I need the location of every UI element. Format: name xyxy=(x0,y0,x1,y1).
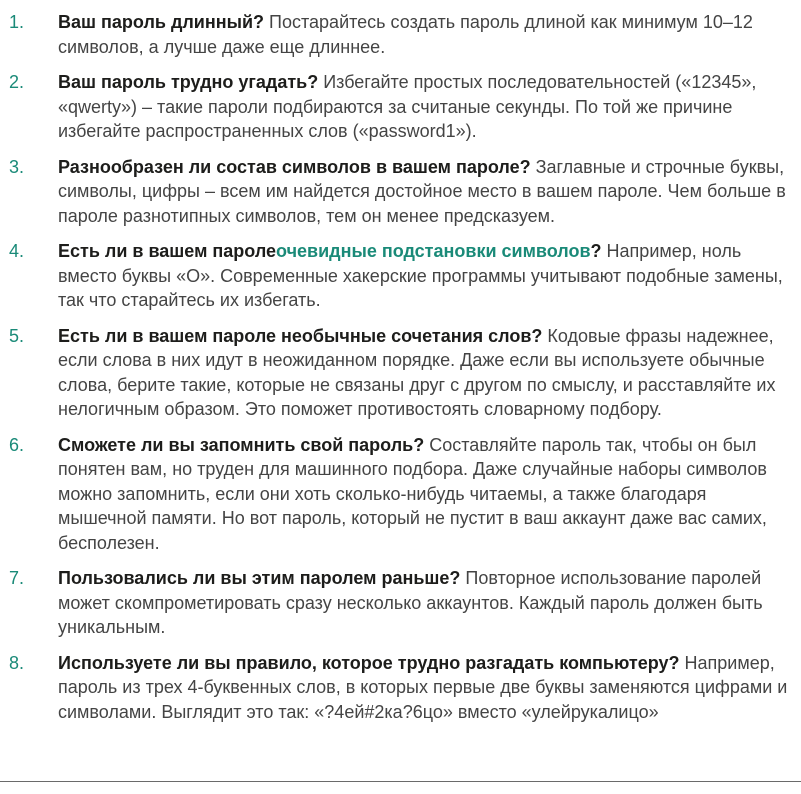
item-question: Пользовались ли вы этим паролем раньше? xyxy=(58,568,461,588)
item-question: Ваш пароль трудно угадать? xyxy=(58,72,319,92)
list-item xyxy=(0,70,801,144)
list-item xyxy=(0,324,801,422)
list-item xyxy=(0,566,801,640)
item-question: Сможете ли вы запомнить свой пароль? xyxy=(58,434,425,455)
item-number: 8. xyxy=(9,652,25,673)
item-text xyxy=(58,324,788,422)
item-number: 6. xyxy=(9,434,25,455)
symbol-substitution-link[interactable]: очевидные подстановки символов xyxy=(276,241,591,261)
item-text xyxy=(58,155,788,229)
item-question: Ваш пароль длинный? xyxy=(58,12,265,32)
item-question-mark: ? xyxy=(590,241,602,261)
item-text xyxy=(58,651,788,725)
item-question: Разнообразен ли состав символов в вашем пароле? xyxy=(58,156,531,177)
item-text xyxy=(58,566,788,640)
list-item xyxy=(0,239,801,313)
list-item xyxy=(0,10,801,59)
item-body: Заглавные и строчные буквы, символы, цифры – всем им найдется достойное место в вашем пароле. Чем больше в пароле разнотипных символов, тем он менее предсказуем. xyxy=(58,156,786,226)
item-question: Есть ли в вашем пароле xyxy=(58,241,277,261)
item-body: Повторное использование паролей может скомпрометировать сразу несколько аккаунтов. Каждый пароль должен быть уникальным. xyxy=(58,568,763,637)
item-body: Кодовые фразы надежнее, если слова в них идут в неожиданном порядке. Даже если вы используете обычные слова, берите такие, которые не связаны друг с другом по смыслу, и расставляйте их нелогичным образом. Это поможет противостоять словарному подбору. xyxy=(58,325,776,419)
list-item xyxy=(0,155,801,229)
list-item xyxy=(0,651,801,725)
bottom-divider xyxy=(0,781,801,782)
item-text xyxy=(58,433,788,556)
item-number: 4. xyxy=(9,241,25,261)
item-text xyxy=(58,10,788,59)
item-body: Например, ноль вместо буквы «О». Современные хакерские программы учитывают подобные замены, так что старайтесь их избегать. xyxy=(58,241,783,310)
password-tips-list xyxy=(0,10,801,735)
item-number: 7. xyxy=(9,568,25,588)
item-body: Составляйте пароль так, чтобы он был понятен вам, но труден для машинного подбора. Даже случайные наборы символов можно запомнить, если они хоть сколько-нибудь читаемы, а также благодаря мышечной памяти. Но вот пароль, который не пустит в ваш аккаунт даже вас самих, бесполезен. xyxy=(58,434,767,553)
list-item xyxy=(0,433,801,556)
item-body: Избегайте простых последовательностей («12345», «qwerty») – такие пароли подбираются за считаные секунды. По той же причине избегайте распространенных слов («password1»). xyxy=(58,72,757,141)
item-text xyxy=(58,239,788,313)
item-number: 1. xyxy=(9,12,25,32)
item-number: 2. xyxy=(9,72,25,92)
item-body: Например, пароль из трех 4-буквенных слов, в которых первые две буквы заменяются цифрами и символами. Выглядит это так: «?4ей#2ка?6цо» вместо «улейрукалицо» xyxy=(58,652,788,722)
item-question: Используете ли вы правило, которое трудно разгадать компьютеру? xyxy=(58,652,680,673)
item-text xyxy=(58,70,788,144)
item-question: Есть ли в вашем пароле необычные сочетания слов? xyxy=(58,325,543,346)
item-number: 5. xyxy=(9,325,25,346)
item-body: Постарайтесь создать пароль длиной как минимум 10–12 символов, а лучше даже еще длиннее. xyxy=(58,12,753,57)
item-number: 3. xyxy=(9,156,25,177)
